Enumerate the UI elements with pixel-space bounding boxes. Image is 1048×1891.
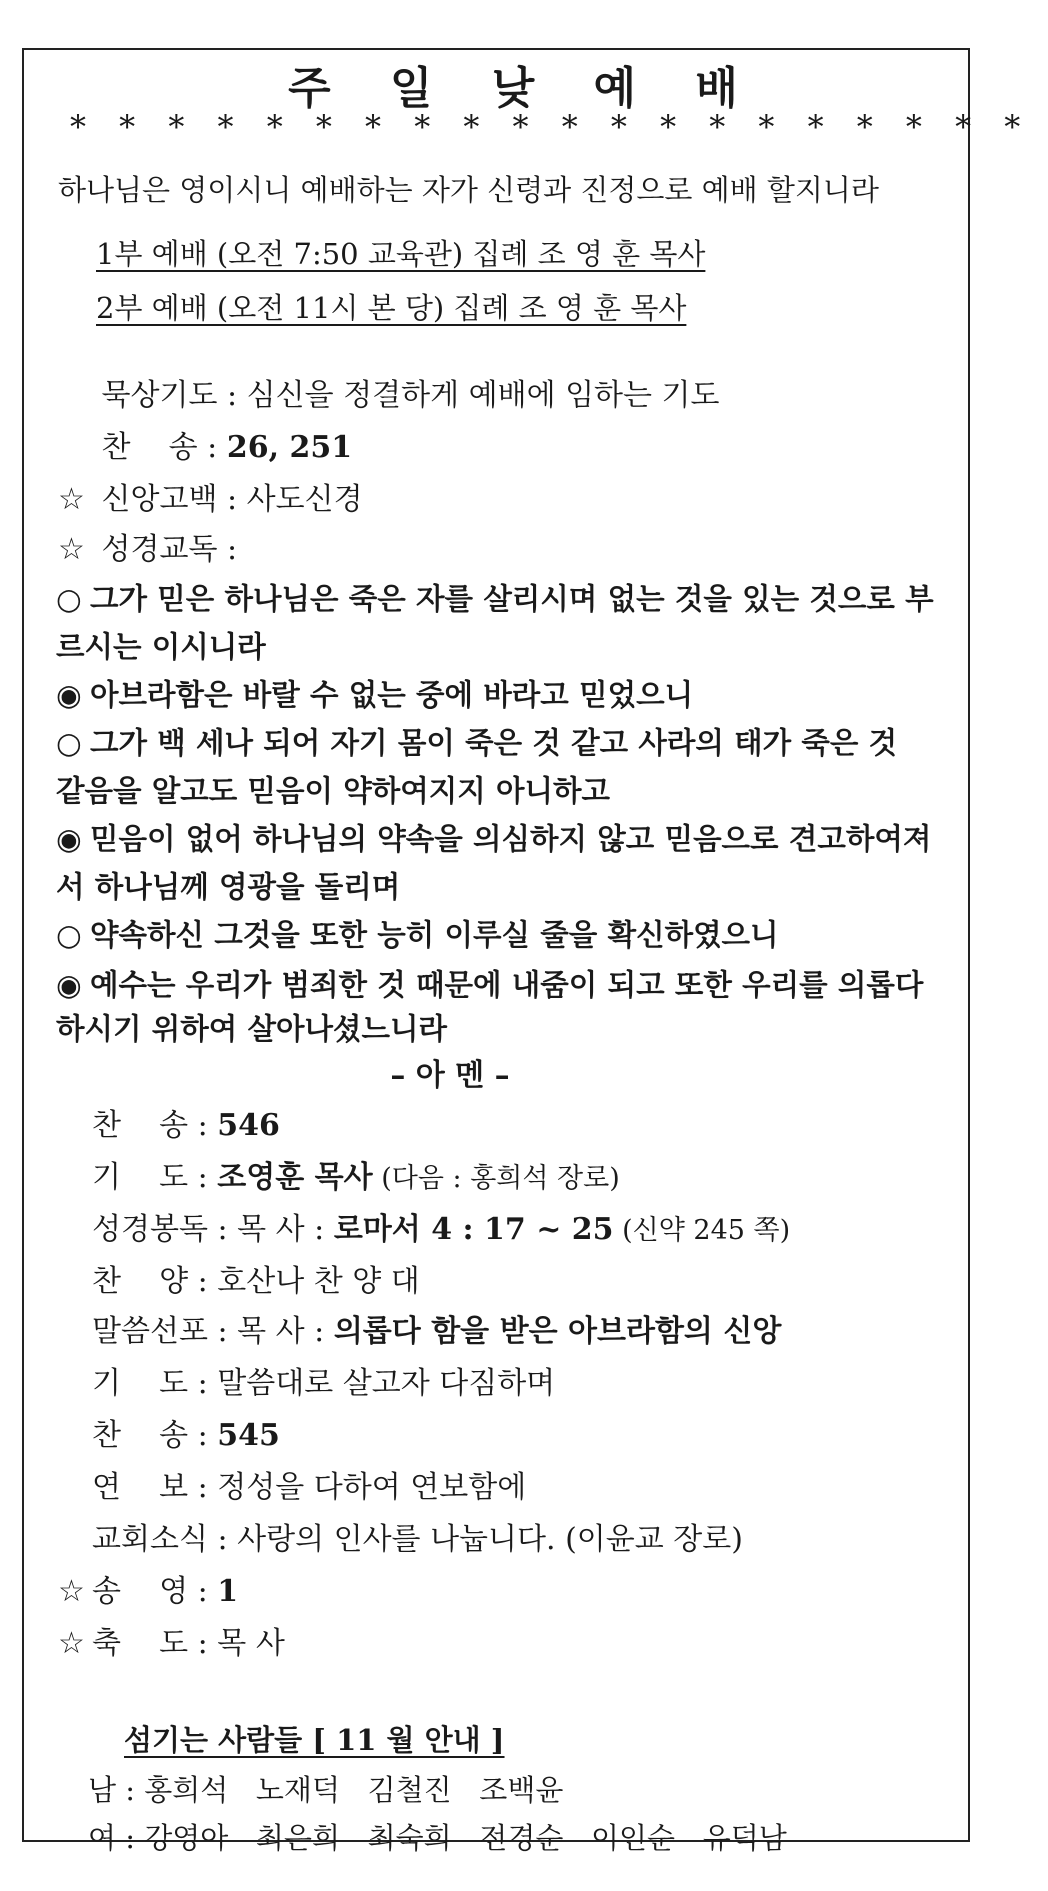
service-schedule-first: 1부 예배 (오전 7:50 교육관) 집례 조 영 훈 목사 — [96, 237, 706, 271]
order-item — [58, 370, 720, 414]
order-label: 묵상기도 : — [101, 378, 238, 413]
order-item: 찬 양 : 호산나 찬 양 대 — [92, 1264, 420, 1299]
order-item: 말씀선포 : 목 사 : 의롭다 함을 받은 아브라함의 신앙 — [92, 1314, 782, 1349]
star-mark: ☆ — [58, 532, 85, 567]
order-item: 찬 송 : 546 — [92, 1108, 280, 1143]
reading-line: 르시는 이시니라 — [56, 629, 266, 664]
order-item: 성경봉독 : 목 사 : 로마서 4 : 17 ~ 25 (신약 245 쪽) — [92, 1212, 791, 1247]
reading-line: ◉ 예수는 우리가 범죄한 것 때문에 내줌이 되고 또한 우리를 의롭다 — [56, 967, 924, 1002]
order-value: 26, 251 — [226, 430, 353, 465]
star-divider: * * * * * * * * * * * * * * * * * * * * — [70, 108, 1032, 146]
reading-line: ○ 그가 백 세나 되어 자기 몸이 죽은 것 같고 사라의 태가 죽은 것 — [56, 725, 898, 760]
order-label: 찬 송 : — [101, 430, 218, 465]
order-item: ☆ 축 도 : 목 사 — [58, 1626, 285, 1661]
reading-line: 서 하나님께 영광을 돌리며 — [56, 869, 401, 904]
order-item: 찬 송 : 545 — [92, 1418, 280, 1453]
servers-men: 남 : 홍희석 노재덕 김철진 조백윤 — [88, 1773, 564, 1807]
star-mark: ☆ — [58, 482, 85, 517]
reading-line: ◉ 아브라함은 바랄 수 없는 중에 바라고 믿었으니 — [56, 677, 694, 712]
order-item — [58, 422, 352, 466]
scripture-verse: 하나님은 영이시니 예배하는 자가 신령과 진정으로 예배 할지니라 — [58, 173, 879, 207]
order-item: 연 보 : 정성을 다하여 연보함에 — [92, 1470, 527, 1505]
reading-line: ○ 약속하신 그것을 또한 능히 이루실 줄을 확신하였으니 — [56, 917, 779, 952]
filled-circle-mark-icon: ◉ — [56, 967, 82, 1002]
circle-mark-icon: ○ — [56, 917, 82, 952]
order-value: 사도신경 — [246, 482, 363, 517]
servers-women: 여 : 강영아 최은희 최숙희 전경순 이인순 유덕남 — [88, 1821, 787, 1855]
order-label: 성경교독 : — [101, 532, 238, 567]
order-item — [58, 474, 363, 518]
star-icon: ☆ — [58, 1626, 85, 1661]
circle-mark-icon: ○ — [56, 725, 82, 760]
filled-circle-mark-icon: ◉ — [56, 677, 82, 712]
amen: – 아 멘 – — [390, 1058, 510, 1093]
star-icon: ☆ — [58, 1574, 85, 1609]
reading-line: 하시기 위하여 살아나셨느니라 — [56, 1011, 448, 1046]
reading-line: 같음을 알고도 믿음이 약하여지지 아니하고 — [56, 773, 611, 808]
order-value: 심신을 정결하게 예배에 임하는 기도 — [246, 378, 720, 413]
servers-heading: 섬기는 사람들 [ 11 월 안내 ] — [124, 1723, 505, 1757]
order-item: 기 도 : 조영훈 목사 (다음 : 홍희석 장로) — [92, 1160, 620, 1195]
filled-circle-mark-icon: ◉ — [56, 821, 82, 856]
circle-mark-icon: ○ — [56, 581, 82, 616]
service-schedule-second: 2부 예배 (오전 11시 본 당) 집례 조 영 훈 목사 — [96, 291, 687, 325]
order-item: 교회소식 : 사랑의 인사를 나눕니다. (이윤교 장로) — [92, 1522, 743, 1557]
order-label: 신앙고백 : — [101, 482, 238, 517]
order-item: 기 도 : 말씀대로 살고자 다짐하며 — [92, 1366, 556, 1401]
reading-line: ◉ 믿음이 없어 하나님의 약속을 의심하지 않고 믿음으로 견고하여져 — [56, 821, 932, 856]
reading-line: ○ 그가 믿은 하나님은 죽은 자를 살리시며 없는 것을 있는 것으로 부 — [56, 581, 934, 616]
page-title: 주 일 낮 예 배 — [288, 63, 760, 114]
order-item: ☆ 송 영 : 1 — [58, 1574, 239, 1609]
order-item — [58, 524, 237, 568]
